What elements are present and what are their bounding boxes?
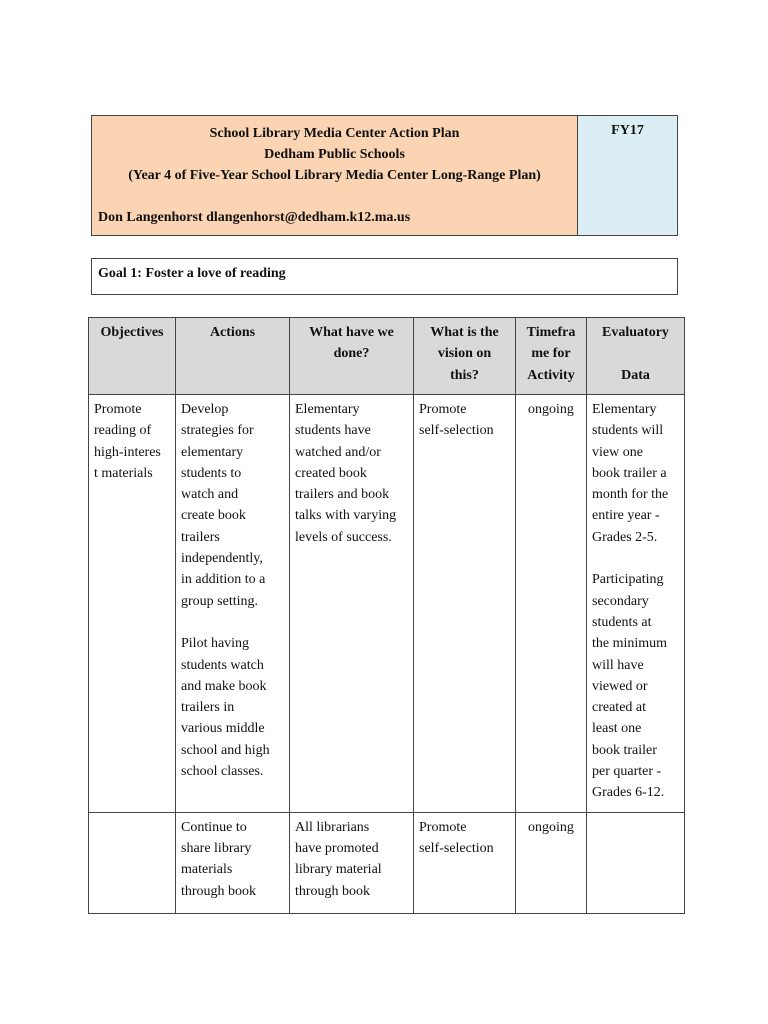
plan-title: School Library Media Center Action Plan <box>209 126 460 141</box>
vision-cell: Promote self-selection <box>414 395 516 813</box>
objective-cell <box>89 812 176 913</box>
vision-cell: Promote self-selection <box>414 812 516 913</box>
actions-cell: Continue to share library materials through book <box>176 812 290 913</box>
timeframe-cell: ongoing <box>516 395 587 813</box>
data-cell <box>587 812 685 913</box>
done-cell: All librarians have promoted library material through book <box>290 812 414 913</box>
district-name: Dedham Public Schools <box>264 147 405 162</box>
column-header-done: What have we done? <box>290 318 414 395</box>
data-cell: Elementary students will view one book trailer a month for the entire year - Grades 2-5. Participating secondary students at the minimum will have viewed or created at least one book trailer per quarter - Grades 6-12. <box>587 395 685 813</box>
table-row <box>89 395 685 813</box>
actions-cell: Develop strategies for elementary students to watch and create book trailers independently, in addition to a group setting. Pilot having students watch and make book trailers in various middle school and high school classes. <box>176 395 290 813</box>
column-header-objectives: Objectives <box>89 318 176 395</box>
action-plan-table <box>88 317 685 914</box>
plan-subtitle: (Year 4 of Five-Year School Library Media Center Long-Range Plan) <box>128 168 541 183</box>
plan-header <box>91 115 678 236</box>
column-header-actions: Actions <box>176 318 290 395</box>
objective-cell: Promote reading of high-interes t materials <box>89 395 176 813</box>
done-cell: Elementary students have watched and/or created book trailers and book talks with varying levels of success. <box>290 395 414 813</box>
table-row <box>89 812 685 913</box>
timeframe-cell: ongoing <box>516 812 587 913</box>
goal-heading: Goal 1: Foster a love of reading <box>91 258 678 295</box>
column-header-timeframe: Timefra me for Activity <box>516 318 587 395</box>
fiscal-year-cell: FY17 <box>578 116 677 235</box>
plan-title-block <box>92 116 578 235</box>
table-header-row <box>89 318 685 395</box>
column-header-vision: What is the vision on this? <box>414 318 516 395</box>
contact-line: Don Langenhorst dlangenhorst@dedham.k12.ma.us <box>98 210 411 225</box>
column-header-data: Evaluatory Data <box>587 318 685 395</box>
